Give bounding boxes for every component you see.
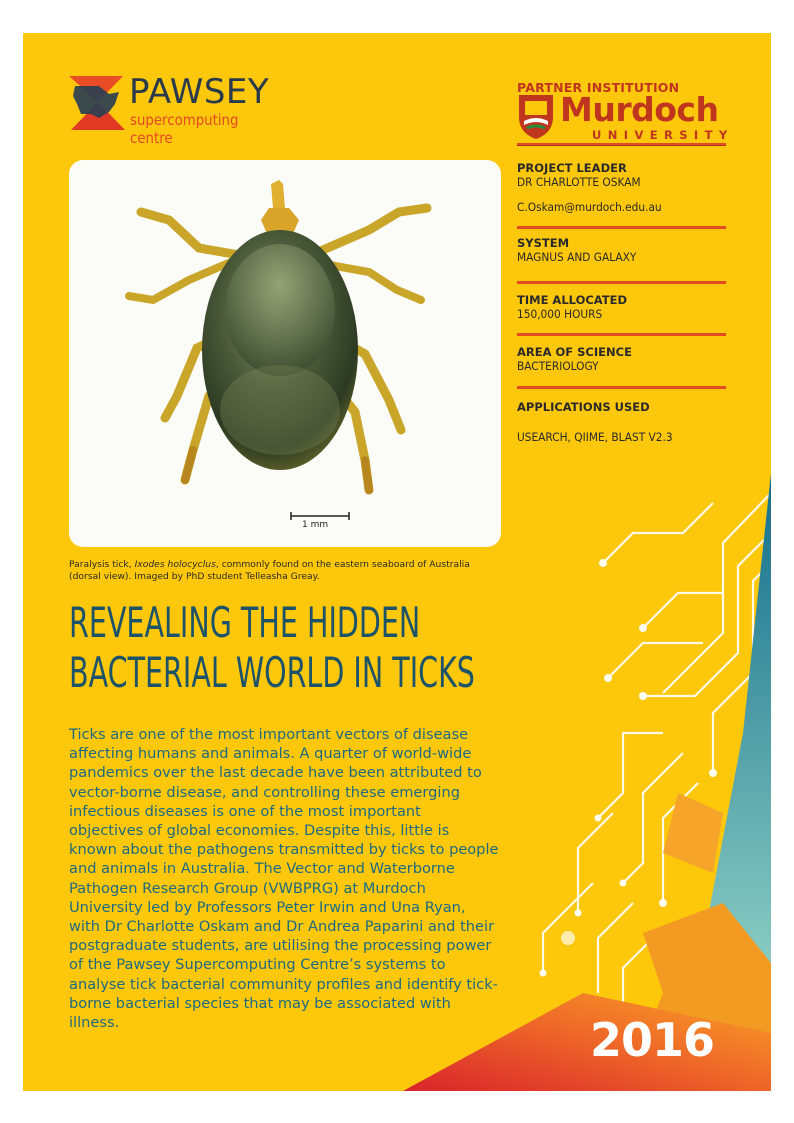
caption-species: Ixodes holocyclus xyxy=(134,559,216,570)
page-title xyxy=(69,598,475,698)
photo-caption xyxy=(69,559,501,582)
time-label: TIME ALLOCATED xyxy=(517,293,628,307)
divider xyxy=(517,333,726,336)
system-label: SYSTEM xyxy=(517,236,570,250)
apps-value: USEARCH, QIIME, BLAST V2.3 xyxy=(517,430,673,444)
year-label: 2016 xyxy=(590,1013,715,1067)
divider xyxy=(517,226,726,229)
caption-text: Paralysis tick, xyxy=(69,559,135,570)
partner-subname: UNIVERSITY xyxy=(592,128,734,142)
area-value: BACTERIOLOGY xyxy=(517,359,599,373)
tick-illustration xyxy=(69,160,501,547)
time-value: 150,000 HOURS xyxy=(517,307,603,321)
apps-label: APPLICATIONS USED xyxy=(517,400,650,414)
area-label: AREA OF SCIENCE xyxy=(517,345,632,359)
pawsey-logo xyxy=(69,72,299,147)
murdoch-crest-icon xyxy=(517,95,555,139)
divider xyxy=(517,386,726,389)
body-paragraph: Ticks are one of the most important vectors of disease affecting humans and animals. A quarter of world-wide pandemics over the last decade have been attributed to vector-borne disease, and controlling these emerging infectious diseases is one of the most important objectives of global economies. Despite this, little is known about the pathogens transmitted by ticks to people and animals in Australia. The Vector and Waterborne Pathogen Research Group (VWBPRG) at Murdoch University led by Professors Peter Irwin and Una Ryan, with Dr Charlotte Oskam and Dr Andrea Paparini and their postgraduate students, are utilising the processing power of the Pawsey Supercomputing Centre’s systems to analyse tick bacterial community profiles and identify tick-borne bacterial species that may be associated with illness. xyxy=(69,726,499,1032)
title-line: BACTERIAL WORLD IN TICKS xyxy=(69,648,475,697)
partner-name: Murdoch xyxy=(560,90,719,129)
pawsey-logo-mark xyxy=(69,76,127,130)
caption-text: , commonly found on the eastern seaboard of Australia (dorsal view). Imaged by PhD student Telleasha Greay. xyxy=(69,559,470,582)
tick-photo xyxy=(69,160,501,547)
email-link[interactable]: C.Oskam@murdoch.edu.au xyxy=(517,200,662,214)
brand-tagline: supercomputing centre xyxy=(130,111,239,147)
brand-name: PAWSEY xyxy=(129,72,270,112)
scale-label: 1 mm xyxy=(302,520,329,530)
scale-bar xyxy=(291,512,349,520)
partner-label: PARTNER INSTITUTION xyxy=(517,80,680,95)
divider xyxy=(517,281,726,284)
system-value: MAGNUS AND GALAXY xyxy=(517,250,637,264)
project-leader-value: DR CHARLOTTE OSKAM xyxy=(517,175,641,189)
divider xyxy=(517,145,726,146)
title-line: REVEALING THE HIDDEN xyxy=(69,598,421,647)
project-leader-label: PROJECT LEADER xyxy=(517,161,627,175)
poster-sheet xyxy=(23,33,771,1091)
